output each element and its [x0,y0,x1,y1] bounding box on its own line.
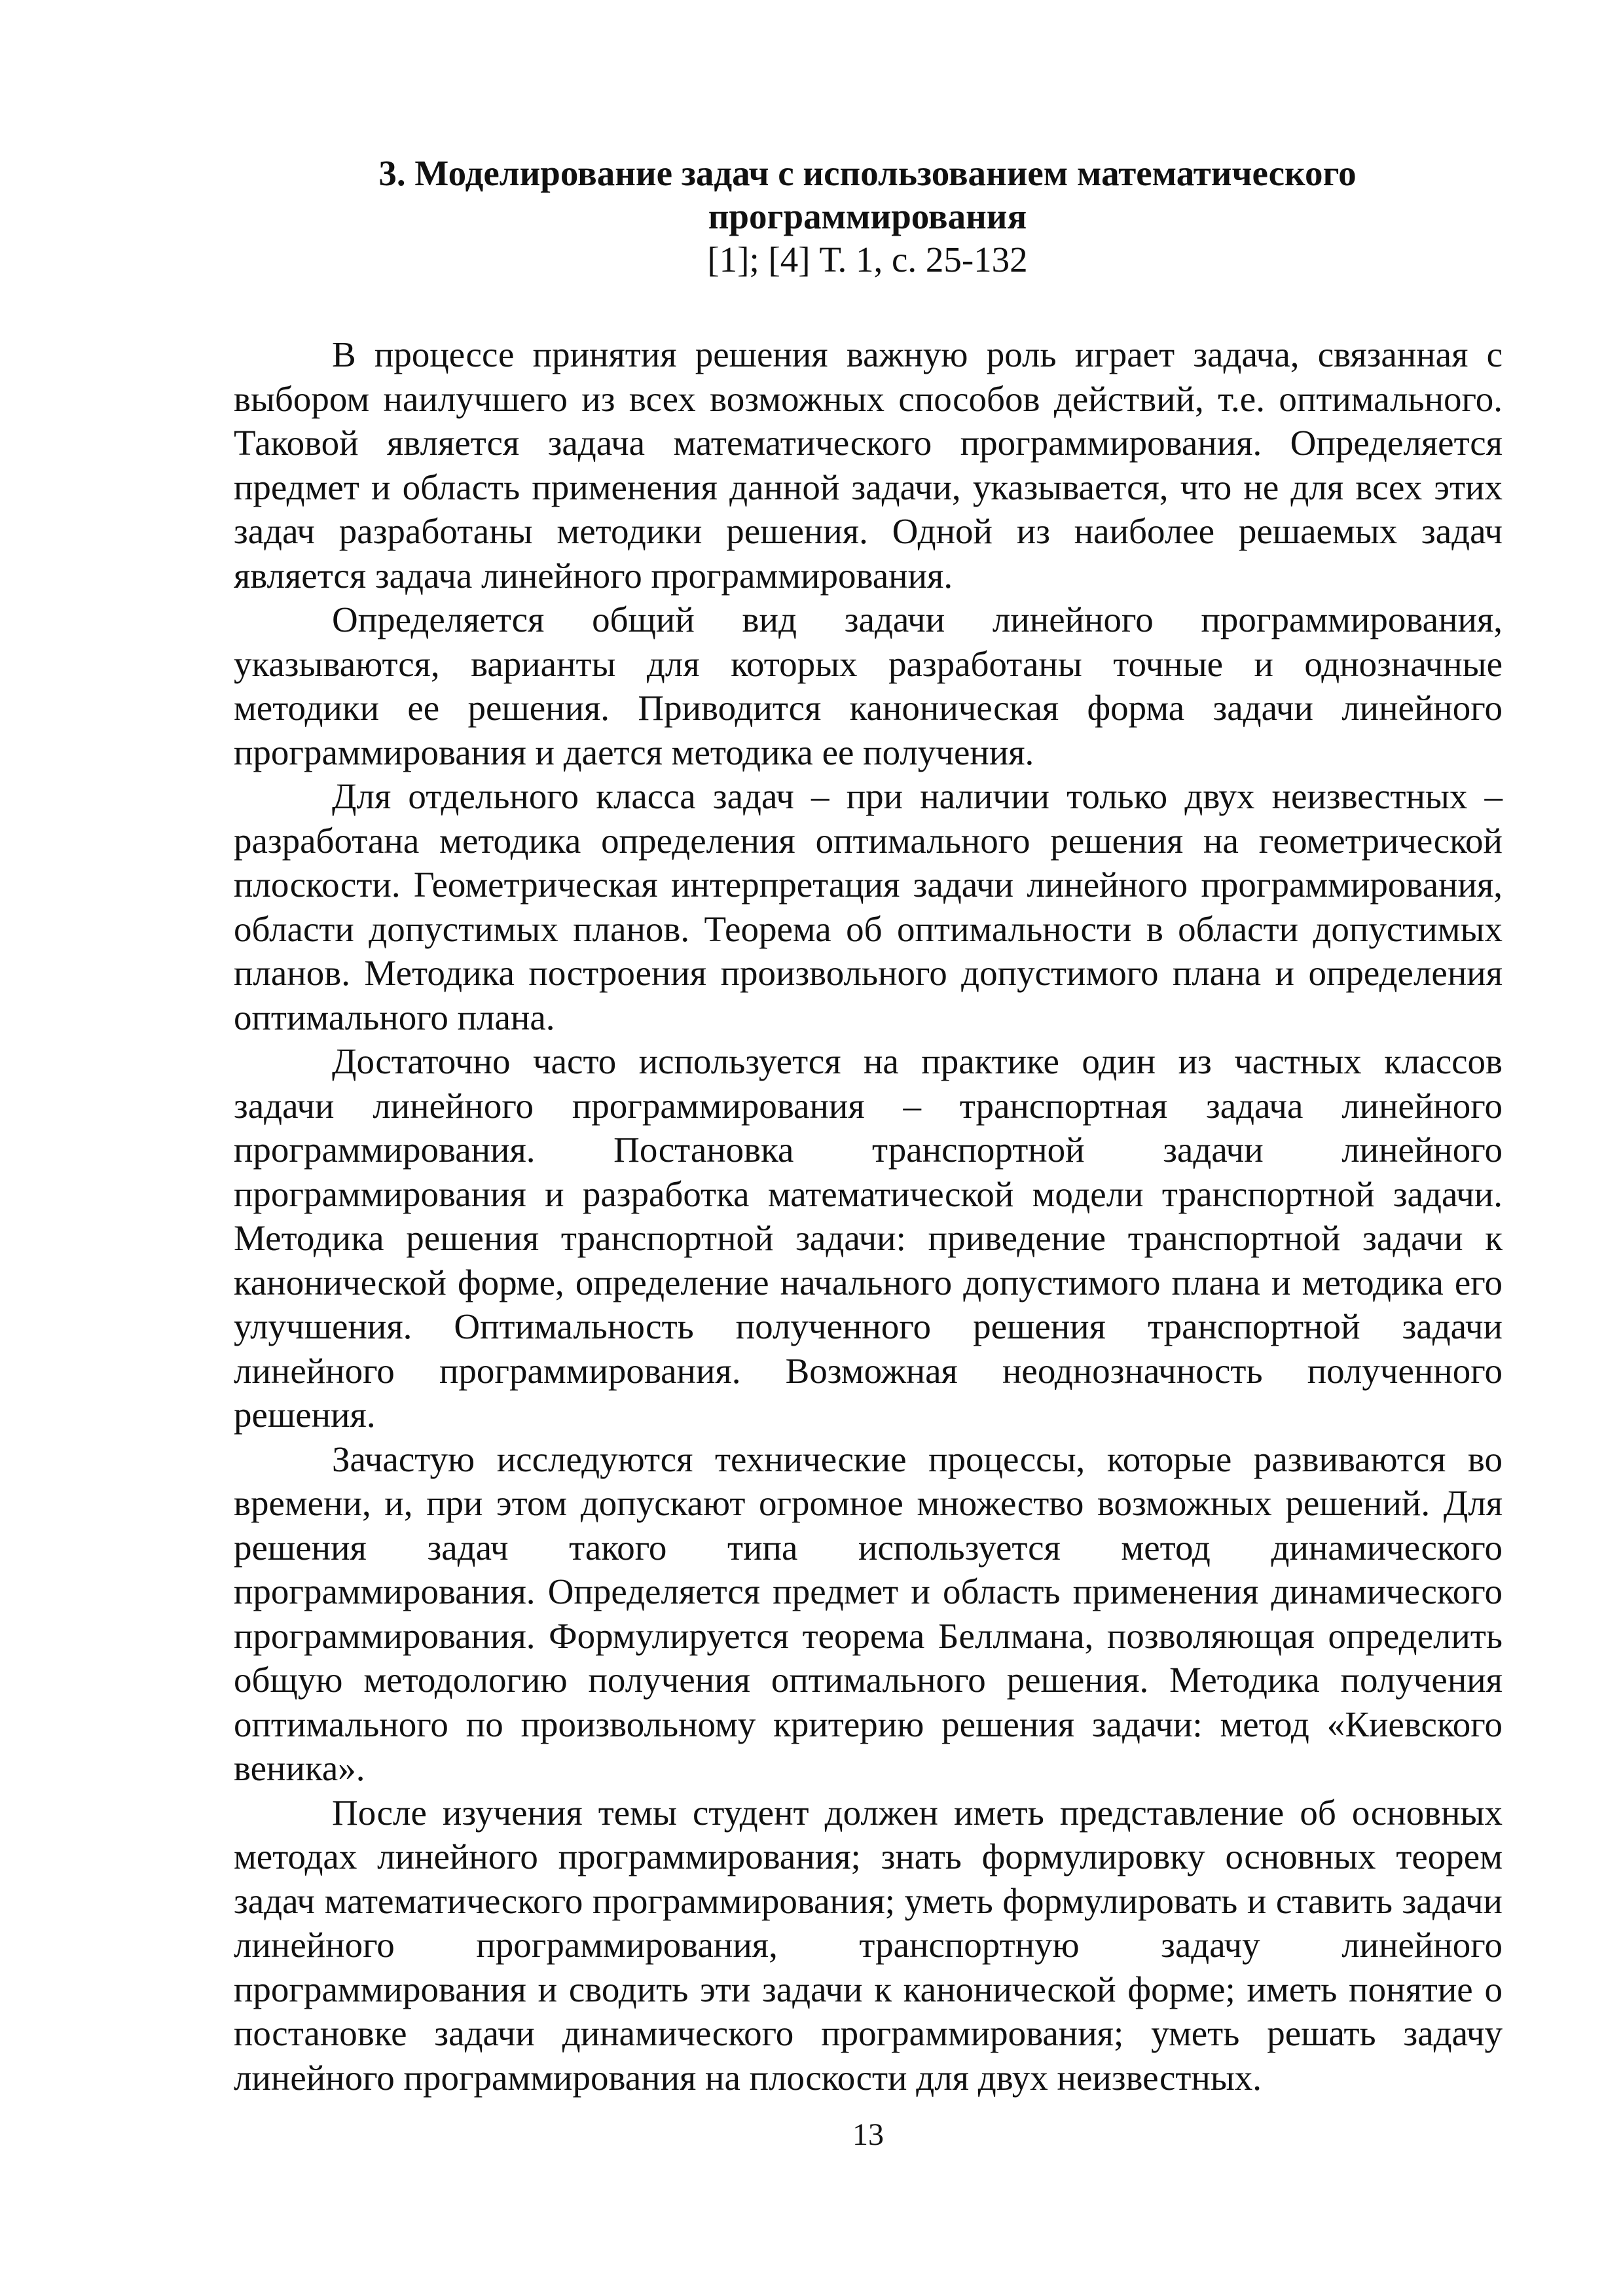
paragraph-2: Определяется общий вид задачи линейного программирования, указываются, варианты для которых разработаны точные и однозначные методики ее решения. Приводится каноническая форма задачи линейного программирования и дается методика ее получения. [234,600,1503,772]
body-text [234,332,1503,2100]
paragraph-6: После изучения темы студент должен иметь представление об основных методах линейного программирования; знать формулировку основных теорем задач математического программирования; уметь формулировать и ставить задачи линейного программирования, транспортную задачу линейного программирования и сводить эти задачи к канонической форме; иметь понятие о постановке задачи динамического программирования; уметь решать задачу линейного программирования на плоскости для двух неизвестных. [234,1792,1503,2098]
paragraph-3: Для отдельного класса задач – при наличии только двух неизвестных – разработана методика определения оптимального решения на геометрической плоскости. Геометрическая интерпретация задачи линейного программирования, области допустимых планов. Теорема об оптимальности в области допустимых планов. Методика построения произвольного допустимого плана и определения оптимального плана. [234,776,1503,1037]
section-heading [229,152,1506,281]
paragraph-5: Зачастую исследуются технические процессы, которые развиваются во времени, и, при этом допускают огромное множество возможных решений. Для решения задач такого типа используется метод динамического программирования. Определяется предмет и область применения динамического программирования. Формулируется теорема Беллмана, позволяющая определить общую методологию получения оптимального решения. Методика получения оптимального по произвольному критерию решения задачи: метод «Киевского веника». [234,1439,1503,1788]
section-references: [1]; [4] Т. 1, с. 25-132 [707,240,1028,279]
page-number: 13 [852,2117,884,2152]
paragraph-1: В процессе принятия решения важную роль играет задача, связанная с выбором наилучшего из всех возможных способов действий, т.е. оптимального. Таковой является задача математического программирования. Определяется предмет и область применения данной задачи, указывается, что не для всех этих задач разработаны методики решения. Одной из наиболее решаемых задач является задача линейного программирования. [234,334,1503,596]
paragraph-4: Достаточно часто используется на практике один из частных классов задачи линейного программирования – транспортная задача линейного программирования. Постановка транспортной задачи линейного программирования и разработка математической модели транспортной задачи. Методика решения транспортной задачи: приведение транспортной задачи к канонической форме, определение начального допустимого плана и методика его улучшения. Оптимальность полученного решения транспортной задачи линейного программирования. Возможная неоднозначность полученного решения. [234,1041,1503,1435]
section-title: 3. Моделирование задач с использованием математического программирования [378,153,1357,236]
